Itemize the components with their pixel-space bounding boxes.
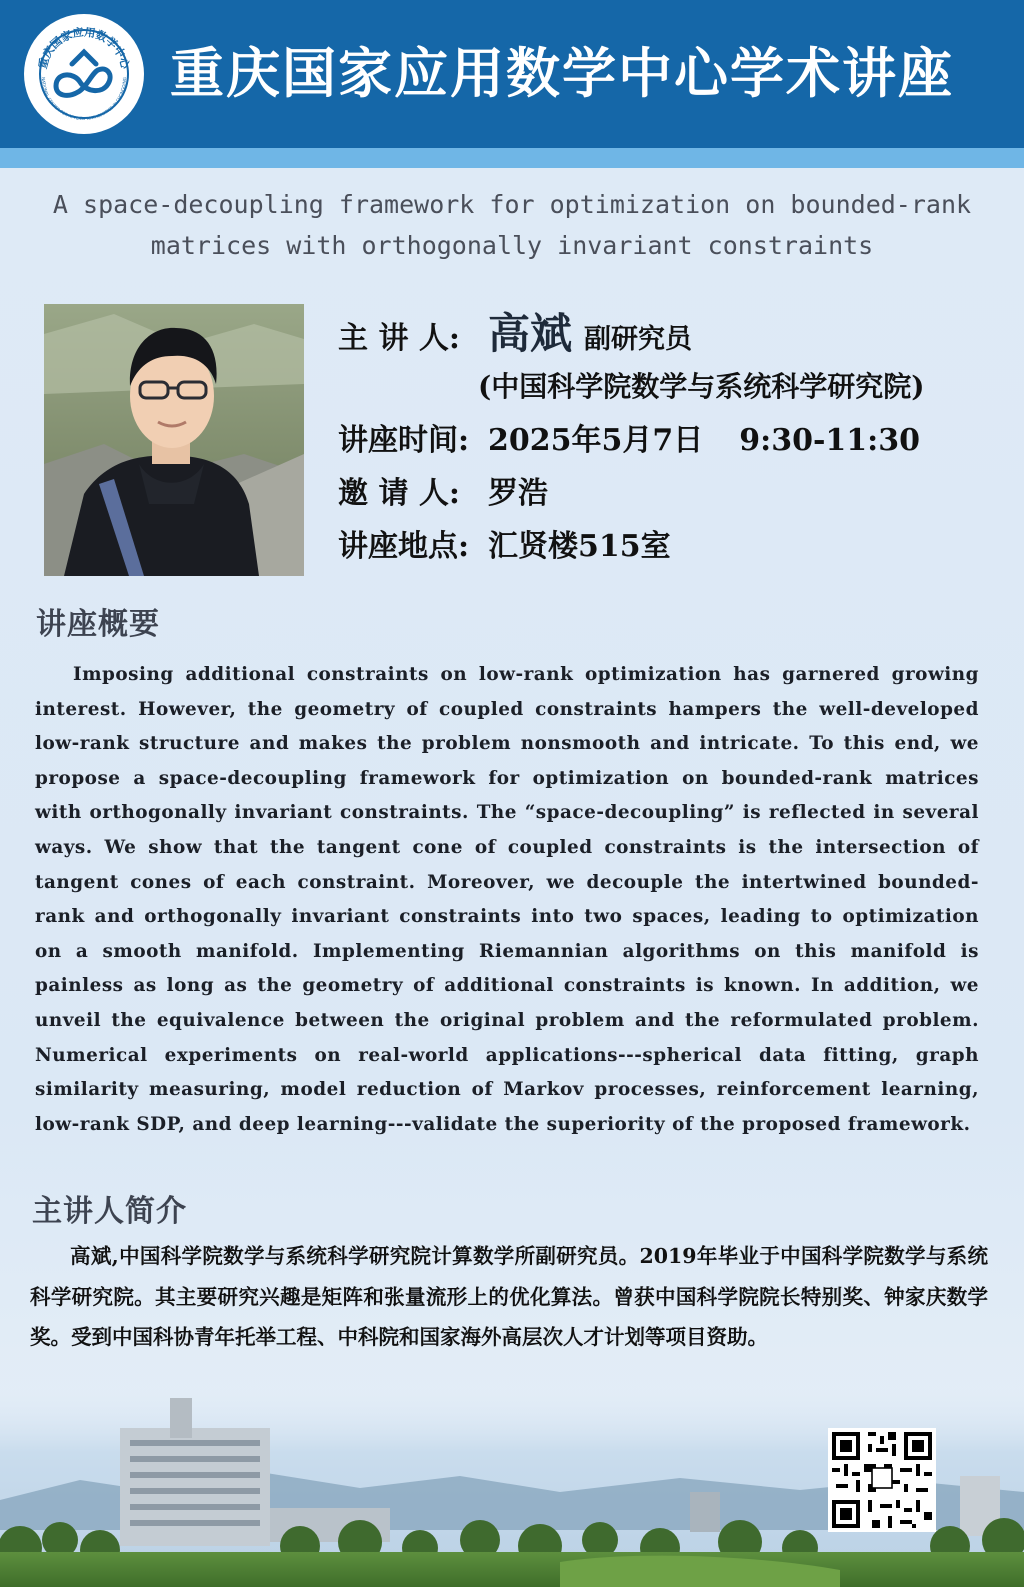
time-row [338, 420, 920, 462]
header-banner [0, 0, 1024, 148]
bio-heading: 主讲人简介 [32, 1194, 187, 1229]
abstract-heading: 讲座概要 [36, 607, 160, 642]
abstract-text: Imposing additional constraints on low-rank optimization has garnered growing interest. However, the geometry of coupled constraints hampers the well-developed low-rank structure and makes the problem nonsmooth and intricate. To this end, we propose a space-decoupling framework for optimization on bounded-rank matrices with orthogonally invariant constraints. The “space-decoupling” is reflected in several ways. We show that the tangent cone of coupled constraints is the intersection of tangent cones of each constraint. Moreover, we decouple the intertwined bounded-rank and orthogonally invariant constraints into two spaces, leading to optimization on a smooth manifold. Implementing Riemannian algorithms on this manifold is painless as long as the geometry of additional constraints is known. In addition, we unveil the equivalence between the original problem and the reformulated problem. Numerical experiments on real-world applications---spherical data fitting, graph similarity measuring, model reduction of Markov processes, reinforcement learning, low-rank SDP, and deep learning---validate the superiority of the proposed framework. [35, 664, 979, 1135]
speaker-photo [44, 304, 304, 576]
header-stripe [0, 148, 1024, 168]
qr-code-icon [828, 1428, 936, 1532]
inviter-name: 罗浩 [488, 476, 548, 511]
speaker-title: 副研究员 [584, 324, 693, 355]
header-title: 重庆国家应用数学中心学术讲座 [170, 42, 954, 105]
time-label: 讲座时间: [338, 423, 470, 458]
bio-text: 高斌,中国科学院数学与系统科学研究院计算数学所副研究员。2019年毕业于中国科学院数学与系统科学研究院。其主要研究兴趣是矩阵和张量流形上的优化算法。曾获中国科学院院长特别奖、钟家庆数学奖。受到中国科协青年托举工程、中科院和国家海外高层次人才计划等项目资助。 [30, 1244, 988, 1349]
svg-text:重庆国家应用数学中心: 重庆国家应用数学中心 [36, 25, 132, 71]
speaker-label: 主 讲 人: [338, 321, 460, 356]
center-logo-icon [22, 12, 146, 136]
speaker-row [338, 306, 692, 362]
location-value: 汇贤楼515室 [488, 529, 671, 564]
svg-text:NATIONAL CENTER FOR APPLIED MA: NATIONAL CENTER FOR APPLIED MATHEMATICS IN CHONGQING [40, 77, 128, 122]
speaker-affiliation: (中国科学院数学与系统科学研究院) [478, 370, 925, 403]
lecture-title-line2: matrices with orthogonally invariant constraints [150, 231, 874, 260]
lecture-title-line1: A space-decoupling framework for optimization on bounded-rank [52, 190, 972, 219]
location-label: 讲座地点: [338, 529, 470, 564]
time-date: 2025年5月7日 [488, 423, 704, 458]
speaker-name: 高斌 [488, 309, 573, 358]
location-row [338, 526, 671, 568]
lecture-title [30, 184, 994, 266]
inviter-row [338, 473, 548, 515]
time-clock: 9:30-11:30 [739, 423, 920, 458]
inviter-label: 邀 请 人: [338, 476, 460, 511]
